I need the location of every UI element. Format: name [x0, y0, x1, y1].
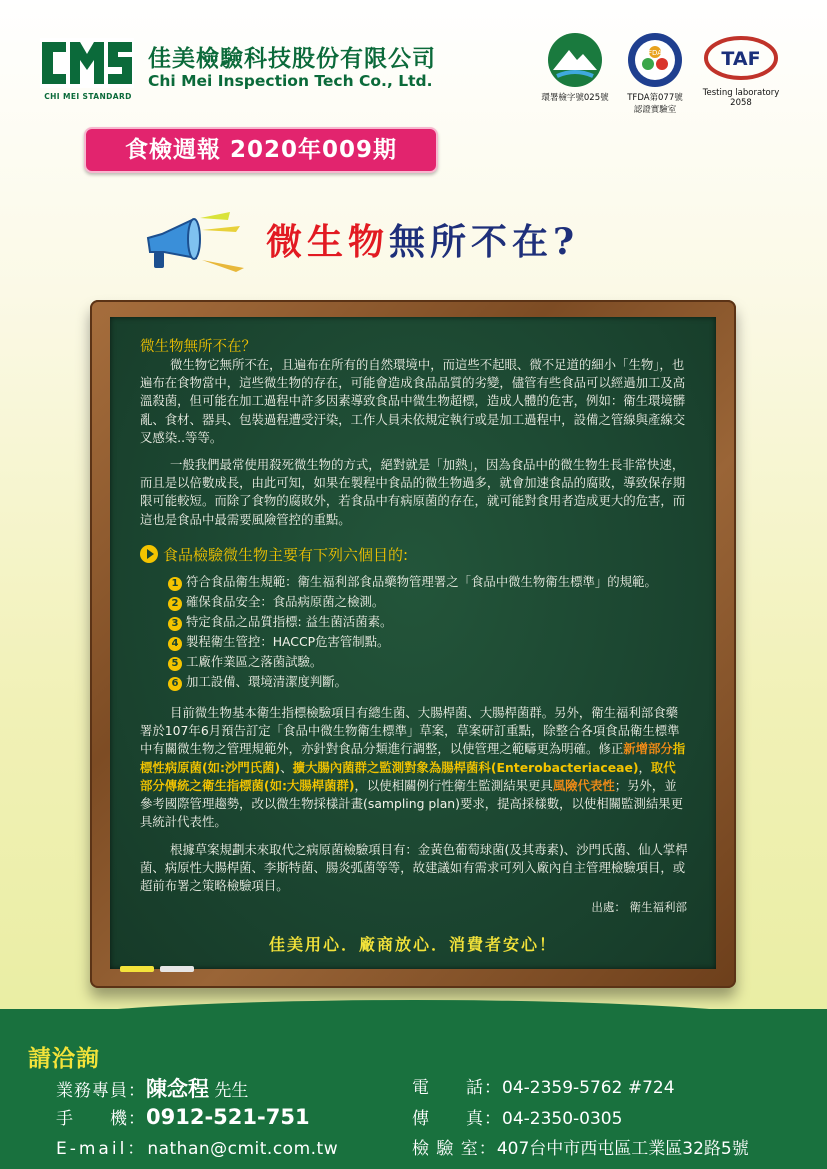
p3-highlight: 擴大腸內菌群之監測對象為腸桿菌科(Enterobacteriaceae) [292, 759, 639, 775]
megaphone-icon [140, 212, 250, 282]
cert-epa-label: 環署檢字號025號 [541, 93, 609, 103]
purpose-item [168, 672, 657, 692]
purpose-text: 確保食品安全：食品病原菌之檢測。 [186, 594, 385, 609]
tfda-logo-text: FDA [647, 49, 663, 57]
p3-highlight: 風險代表性 [552, 777, 615, 793]
purpose-heading [140, 544, 408, 565]
cert-taf [694, 32, 788, 108]
cert-tfda [620, 32, 690, 115]
purpose-item [168, 632, 657, 652]
lab-address: 407台中市西屯區工業區32路5號 [496, 1139, 749, 1159]
sales-label: 業務專員： [56, 1081, 146, 1101]
main-title-part2: 無所不在? [389, 221, 580, 263]
sales-line [56, 1073, 248, 1103]
number-1-icon: 1 [168, 577, 182, 591]
fax-label: 傳 真： [412, 1109, 502, 1129]
lab-label: 檢 驗 室： [412, 1139, 497, 1159]
main-title [266, 214, 579, 265]
cms-logo-icon [40, 38, 134, 88]
source-note: 出處： 衛生福利部 [591, 900, 687, 914]
cert-tfda-label: TFDA第077號 認證實驗室 [627, 93, 683, 115]
fax-value: 04-2350-0305 [502, 1109, 623, 1129]
purpose-list [168, 572, 657, 692]
phone-label: 電 話： [412, 1078, 502, 1098]
issue-badge: 食檢週報 2020年009期 [84, 127, 438, 173]
purpose-text: 符合食品衛生規範：衛生福利部食品藥物管理署之「食品中微生物衛生標準」的規範。 [186, 574, 657, 589]
slogan: 佳美用心．廠商放心．消費者安心！ [268, 935, 557, 954]
number-4-icon: 4 [168, 637, 182, 651]
p3-text: 目前微生物基本衛生指標檢驗項目有總生菌、大腸桿菌、大腸桿菌群。另外，衛生福利部食藥署於107年6月預告訂定「食品中微生物衛生標準」草案，草案研訂重點，除整合各項食品衛生標準中有關微生物之管理規範外，亦針對食品分類進行調整，以使管理之範疇更為明確。修正 [140, 705, 680, 757]
email-value[interactable]: nathan@cmit.com.tw [147, 1139, 339, 1159]
number-6-icon: 6 [168, 677, 182, 691]
main-title-part1: 微生物 [266, 221, 390, 263]
board-paragraph-1: 微生物它無所不在，且遍布在所有的自然環境中，而這些不起眼、微不足道的細小「生物」，也遍布在食物當中，這些微生物的存在，可能會造成食品品質的劣變，儘管有些食品可以經過加工及高溫殺菌，但可能在加工過程中許多因素導致食品中微生物超標，造成人體的危害，例如：衛生環境髒亂、食材、器具、包裝過程遭受汙染，工作人員未依規定執行或是加工過程中，設備之管線與產線交叉感染..等等。 [140, 357, 686, 445]
logo-subtitle: CHI MEI STANDARD [44, 92, 132, 101]
company-name-cn: 佳美檢驗科技股份有限公司 [148, 46, 436, 72]
board-heading: 微生物無所不在？ [140, 339, 256, 355]
yellow-chalk [120, 966, 154, 972]
number-2-icon: 2 [168, 597, 182, 611]
number-3-icon: 3 [168, 617, 182, 631]
purpose-item [168, 572, 657, 592]
phone-line [412, 1073, 675, 1098]
cert-epa [535, 32, 615, 103]
taf-logo-text: TAF [721, 48, 761, 70]
cert-taf-label: Testing laboratory 2058 [702, 88, 780, 108]
purpose-item [168, 592, 657, 612]
purpose-text: 製程衛生管控：HACCP危害管制點。 [186, 634, 390, 649]
fax-line [412, 1104, 622, 1129]
mountain-logo-icon [547, 32, 603, 88]
purpose-item [168, 612, 657, 632]
p3-text: 、 [280, 759, 293, 775]
phone-value: 04-2359-5762 #724 [502, 1078, 675, 1098]
mobile-value: 0912-521-751 [146, 1105, 310, 1129]
p3-highlight: 新增部分 [623, 741, 673, 757]
number-5-icon: 5 [168, 657, 182, 671]
p3-highlight: 取代部分傳統之衛生指標菌(如:大腸桿菌群) [140, 759, 676, 793]
sales-name: 陳念程 [146, 1077, 209, 1101]
purpose-text: 加工設備、環境清潔度判斷。 [186, 674, 348, 689]
p3-text: ， [638, 759, 651, 775]
taf-logo-icon [704, 36, 778, 80]
email-line [56, 1134, 338, 1159]
email-label: E-mail： [56, 1139, 148, 1159]
board-paragraph-2: 一般我們最常使用殺死微生物的方式，絕對就是「加熱」，因為食品中的微生物生長非常快速，而且是以倍數成長，由此可知，如果在製程中食品的微生物過多，就會加速食品的腐敗，導致保存期限可能較短。而除了食物的腐敗外，若食品中有病原菌的存在，就可能對食用者造成更大的危害，而這也是食品中最需要風險管控的重點。 [140, 457, 686, 527]
mobile-label: 手 機： [56, 1109, 146, 1129]
board-paragraph-3 [140, 704, 688, 831]
p3-text: ；另外，並參考國際管理趨勢，改以微生物採樣計畫(sampling plan)要求，提高採樣數，以使相關監測結果更具統計代表性。 [140, 777, 684, 830]
purpose-item [168, 652, 657, 672]
board-paragraph-4: 根據草案規劃未來取代之病原菌檢驗項目有：金黃色葡萄球菌(及其毒素)、沙門氏菌、仙人掌桿菌、病原性大腸桿菌、李斯特菌、腸炎弧菌等等，故建議如有需求可列入廠內自主管理檢驗項目，或超前布署之策略檢驗項目。 [140, 842, 688, 894]
purpose-heading-text: 食品檢驗微生物主要有下列六個目的: [163, 546, 409, 564]
mobile-line [56, 1104, 310, 1129]
play-icon [140, 545, 158, 563]
p3-text: ，以使相關例行性衛生監測結果更具 [354, 777, 553, 793]
cms-logo [40, 38, 136, 100]
company-name-en: Chi Mei Inspection Tech Co., Ltd. [148, 72, 433, 90]
white-chalk [160, 966, 194, 972]
contact-heading: 請洽詢 [28, 1046, 100, 1072]
purpose-text: 工廠作業區之落菌試驗。 [186, 654, 323, 669]
purpose-text: 特定食品之品質指標: 益生菌活菌素。 [186, 614, 393, 629]
p3-highlight: 指標性病原菌(如:沙門氏菌) [140, 741, 686, 775]
tfda-logo-icon [627, 32, 683, 88]
sales-title: 先生 [209, 1081, 249, 1101]
lab-line [412, 1134, 749, 1159]
